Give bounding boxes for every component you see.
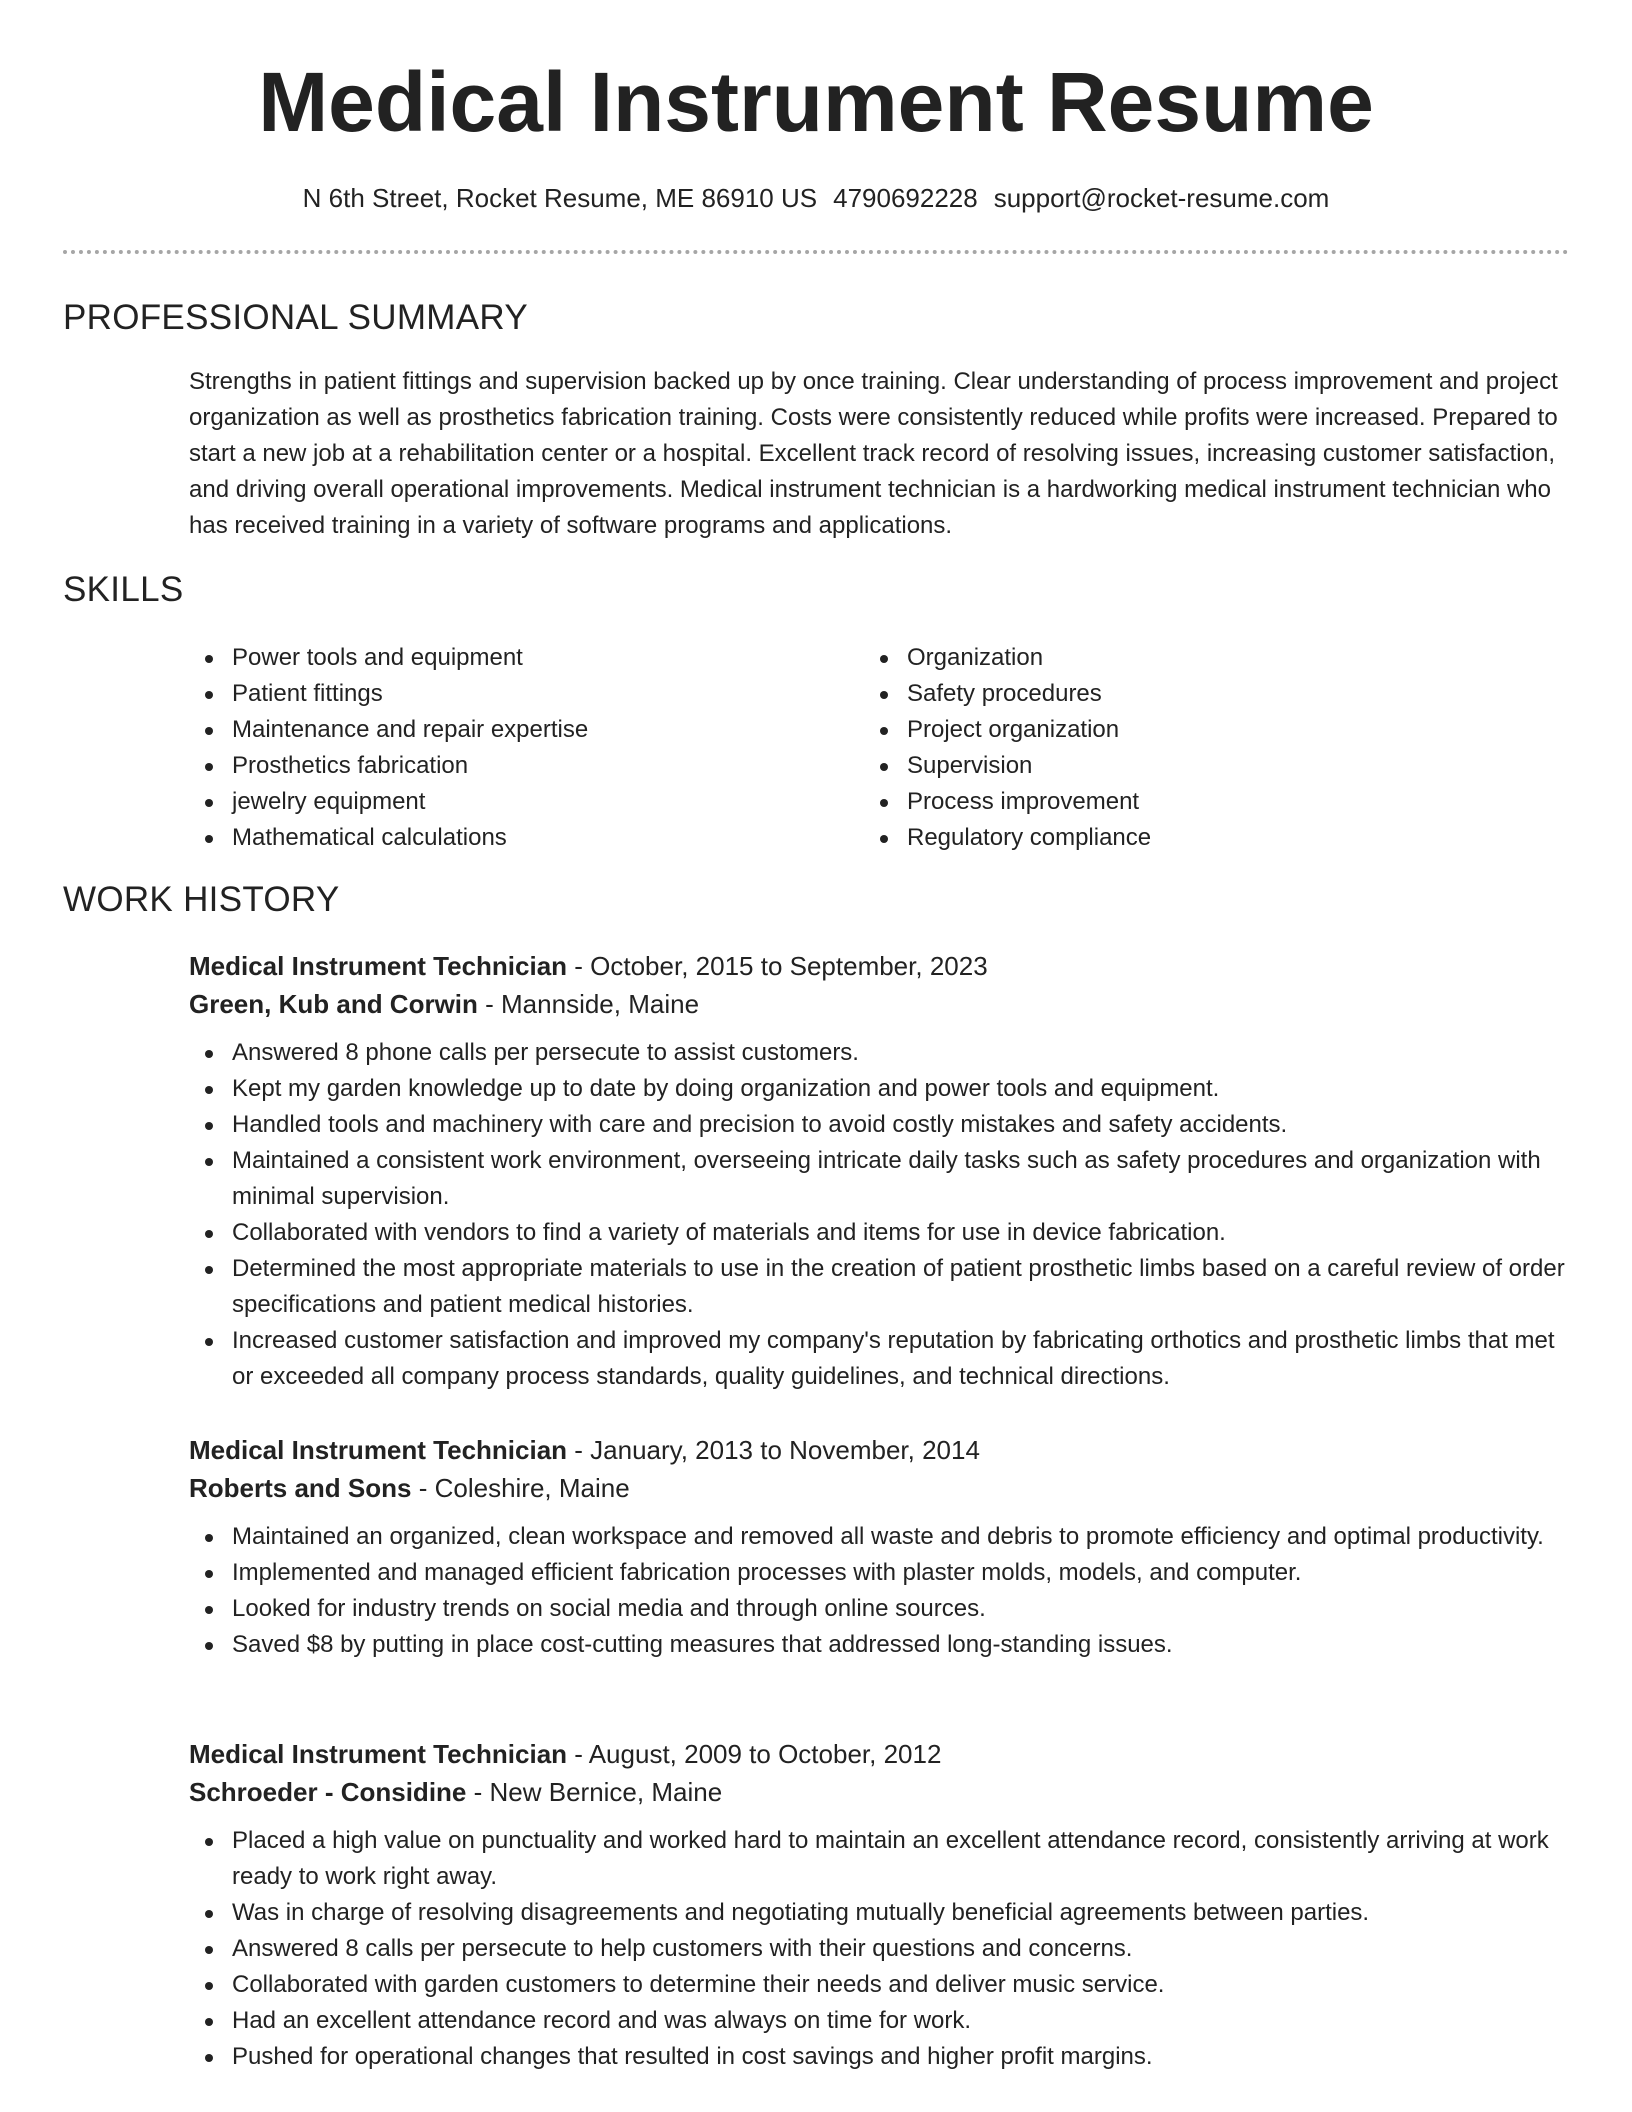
job-location: - New Bernice, Maine: [466, 1777, 723, 1807]
job-duty: Answered 8 phone calls per persecute to assist customers.: [188, 1035, 1569, 1071]
job-title: Medical Instrument Technician: [189, 1739, 568, 1769]
job-title-line: [189, 1735, 1569, 1773]
summary-heading: PROFESSIONAL SUMMARY: [63, 298, 528, 337]
job-duty: Kept my garden knowledge up to date by doing organization and power tools and equipment.: [188, 1071, 1569, 1107]
job-company: Schroeder - Considine: [189, 1777, 467, 1807]
job-company-line: [189, 985, 1569, 1023]
job-company-line: [189, 1773, 1569, 1811]
contact-line: [0, 180, 1632, 216]
skill-item: Organization: [863, 640, 1483, 676]
job-title: Medical Instrument Technician: [189, 951, 568, 981]
job-company: Roberts and Sons: [189, 1473, 412, 1503]
skills-list-left: [188, 640, 808, 856]
skills-list-right: [863, 640, 1483, 856]
skill-item: Supervision: [863, 748, 1483, 784]
job-entry: [189, 1735, 1569, 2075]
job-dates: - August, 2009 to October, 2012: [567, 1739, 942, 1769]
job-duty: Had an excellent attendance record and was always on time for work.: [188, 2003, 1569, 2039]
resume-title: Medical Instrument Resume: [258, 55, 1374, 149]
job-duty: Collaborated with vendors to find a variety of materials and items for use in device fabrication.: [188, 1215, 1569, 1251]
job-duty: Looked for industry trends on social media and through online sources.: [188, 1591, 1569, 1627]
skill-item: Regulatory compliance: [863, 820, 1483, 856]
job-entry: [189, 947, 1569, 1395]
job-duty: Maintained a consistent work environment, overseeing intricate daily tasks such as safety procedures and organization with minimal supervision.: [188, 1143, 1569, 1215]
job-location: - Coleshire, Maine: [411, 1473, 630, 1503]
job-duty: Pushed for operational changes that resulted in cost savings and higher profit margins.: [188, 2039, 1569, 2075]
skill-item: Project organization: [863, 712, 1483, 748]
contact-phone: 4790692228: [833, 183, 978, 213]
header-divider: [63, 250, 1569, 254]
job-duty: Determined the most appropriate materials to use in the creation of patient prosthetic limbs based on a careful review of order specifications and patient medical histories.: [188, 1251, 1569, 1323]
skills-heading: SKILLS: [63, 570, 184, 609]
job-company-line: [189, 1469, 1569, 1507]
skill-item: Prosthetics fabrication: [188, 748, 808, 784]
skill-item: Process improvement: [863, 784, 1483, 820]
job-company: Green, Kub and Corwin: [189, 989, 478, 1019]
skill-item: jewelry equipment: [188, 784, 808, 820]
work-history-heading: WORK HISTORY: [63, 880, 340, 919]
skill-item: Power tools and equipment: [188, 640, 808, 676]
job-duties: [188, 1035, 1569, 1395]
job-duty: Increased customer satisfaction and improved my company's reputation by fabricating orthotics and prosthetic limbs that met or exceeded all company process standards, quality guidelines, and technical directions.: [188, 1323, 1569, 1395]
contact-address: N 6th Street, Rocket Resume, ME 86910 US: [302, 183, 818, 213]
skill-item: Mathematical calculations: [188, 820, 808, 856]
skill-item: Patient fittings: [188, 676, 808, 712]
job-dates: - October, 2015 to September, 2023: [567, 951, 988, 981]
job-duty: Implemented and managed efficient fabrication processes with plaster molds, models, and computer.: [188, 1555, 1569, 1591]
job-duties: [188, 1519, 1569, 1663]
job-title-line: [189, 947, 1569, 985]
job-duty: Saved $8 by putting in place cost-cutting measures that addressed long-standing issues.: [188, 1627, 1569, 1663]
job-duty: Collaborated with garden customers to determine their needs and deliver music service.: [188, 1967, 1569, 2003]
summary-text: Strengths in patient fittings and supervision backed up by once training. Clear understanding of process improvement and project organization as well as prosthetics fabrication training. Costs were consistently reduced while profits were increased. Prepared to start a new job at a rehabilitation center or a hospital. Excellent track record of resolving issues, increasing customer satisfaction, and driving overall operational improvements. Medical instrument technician is a hardworking medical instrument technician who has received training in a variety of software programs and applications.: [189, 368, 1558, 539]
job-duty: Maintained an organized, clean workspace and removed all waste and debris to promote efficiency and optimal productivity.: [188, 1519, 1569, 1555]
job-dates: - January, 2013 to November, 2014: [567, 1435, 980, 1465]
contact-email[interactable]: support@rocket-resume.com: [993, 183, 1330, 213]
skill-item: Safety procedures: [863, 676, 1483, 712]
job-title-line: [189, 1431, 1569, 1469]
job-duty: Handled tools and machinery with care and precision to avoid costly mistakes and safety accidents.: [188, 1107, 1569, 1143]
job-duty: Placed a high value on punctuality and worked hard to maintain an excellent attendance record, consistently arriving at work ready to work right away.: [188, 1823, 1569, 1895]
job-duties: [188, 1823, 1569, 2075]
skill-item: Maintenance and repair expertise: [188, 712, 808, 748]
job-title: Medical Instrument Technician: [189, 1435, 568, 1465]
job-duty: Was in charge of resolving disagreements and negotiating mutually beneficial agreements between parties.: [188, 1895, 1569, 1931]
job-duty: Answered 8 calls per persecute to help customers with their questions and concerns.: [188, 1931, 1569, 1967]
job-entry: [189, 1431, 1569, 1663]
job-location: - Mannside, Maine: [477, 989, 700, 1019]
